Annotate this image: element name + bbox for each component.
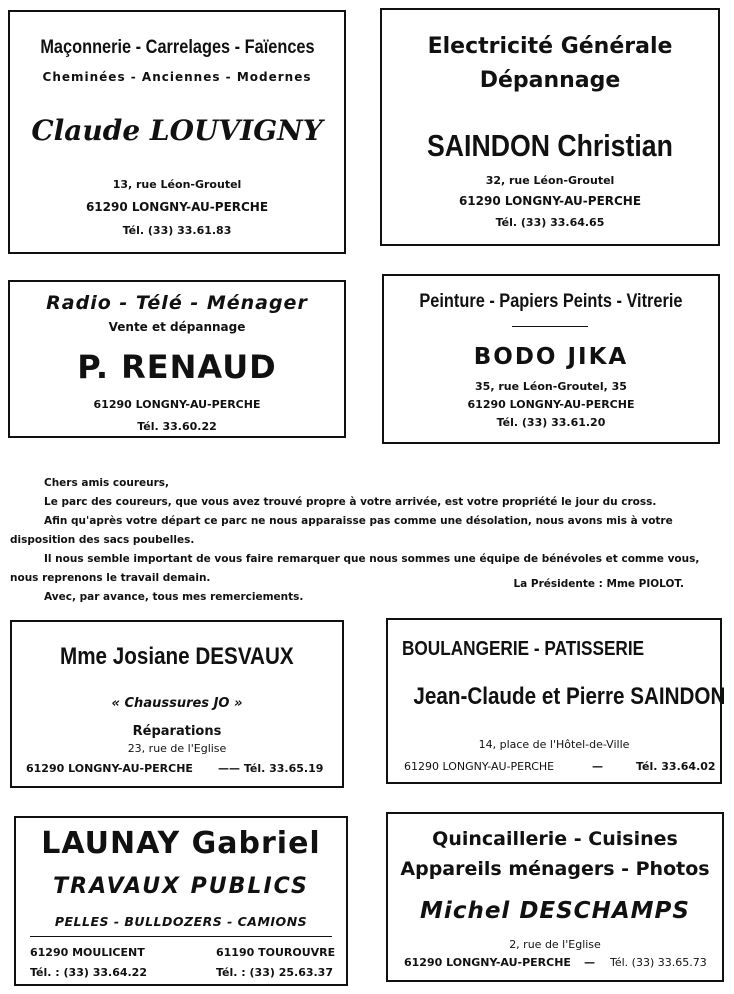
letter-paragraph: Afin qu'après votre départ ce parc ne nous apparaisse pas comme une désolation, nous avons mis à votre disposition des sacs poubelles. [10, 515, 673, 546]
bodo-phone: Tél. (33) 33.61.20 [496, 416, 606, 429]
letter-greeting: Chers amis coureurs, [44, 477, 170, 489]
saindon-elec-name: SAINDON Christian [427, 128, 673, 163]
boulangerie-address: 14, place de l'Hôtel-de-Ville [478, 738, 630, 751]
deschamps-products: Appareils ménagers - Photos [400, 858, 710, 880]
ad-desvaux [10, 620, 344, 788]
ad-boulangerie-saindon [386, 618, 726, 784]
deschamps-trades: Quincaillerie - Cuisines [432, 828, 678, 850]
desvaux-shop: « Chaussures JO » [111, 696, 243, 711]
launay-equipment: PELLES - BULLDOZERS - CAMIONS [54, 914, 308, 929]
bodo-trades: Peinture - Papiers Peints - Vitrerie [419, 291, 683, 312]
bodo-name: BODO JIKA [473, 344, 629, 370]
desvaux-name: Mme Josiane DESVAUX [60, 643, 294, 670]
ad-louvigny [8, 10, 346, 254]
letter-paragraph: Le parc des coureurs, que vous avez trouvé propre à votre arrivée, est votre propriété le jour du cross. [44, 496, 657, 508]
boulangerie-city: 61290 LONGNY-AU-PERCHE [404, 760, 555, 773]
ad-deschamps [386, 812, 724, 982]
deschamps-address: 2, rue de l'Eglise [509, 938, 601, 951]
launay-name: LAUNAY Gabriel [41, 826, 321, 861]
launay-phone-moulicent: Tél. : (33) 33.64.22 [30, 966, 147, 979]
saindon-elec-service: Dépannage [479, 68, 621, 93]
deschamps-city: 61290 LONGNY-AU-PERCHE [404, 956, 571, 969]
desvaux-repairs: Réparations [132, 724, 222, 739]
renaud-service: Vente et dépannage [108, 320, 246, 334]
desvaux-city: 61290 LONGNY-AU-PERCHE [26, 762, 193, 775]
letter-paragraph: Avec, par avance, tous mes remerciements. [44, 591, 304, 603]
launay-city-moulicent: 61290 MOULICENT [30, 946, 145, 959]
louvigny-subtitle: Cheminées - Anciennes - Modernes [42, 70, 312, 84]
renaud-trades: Radio - Télé - Ménager [46, 292, 308, 314]
ad-saindon-electricite [380, 8, 720, 246]
launay-phone-tourouvre: Tél. : (33) 25.63.37 [216, 966, 333, 979]
deschamps-phone: Tél. (33) 33.65.73 [610, 956, 707, 969]
louvigny-trades: Maçonnerie - Carrelages - Faïences [39, 37, 315, 58]
bodo-divider [512, 326, 588, 327]
saindon-elec-trade: Electricité Générale [427, 34, 673, 59]
renaud-city: 61290 LONGNY-AU-PERCHE [93, 398, 261, 411]
renaud-phone: Tél. 33.60.22 [137, 420, 217, 433]
launay-city-tourouvre: 61190 TOUROUVRE [216, 946, 336, 959]
renaud-name: P. RENAUD [77, 348, 277, 386]
letter-signature: La Présidente : Mme PIOLOT. [513, 578, 684, 590]
deschamps-name: Michel DESCHAMPS [420, 898, 690, 924]
boulangerie-phone: Tél. 33.64.02 [636, 760, 716, 773]
launay-divider [30, 936, 332, 937]
bodo-address: 35, rue Léon-Groutel, 35 [475, 380, 627, 393]
saindon-elec-phone: Tél. (33) 33.64.65 [495, 216, 605, 229]
letter-paragraph: Il nous semble important de vous faire remarquer que nous sommes une équipe de bénévoles et comme vous, nous reprenons le travail demain. [10, 553, 700, 584]
bodo-city: 61290 LONGNY-AU-PERCHE [467, 398, 635, 411]
louvigny-address: 13, rue Léon-Groutel [112, 178, 242, 191]
deschamps-dash: — [584, 956, 595, 969]
louvigny-phone: Tél. (33) 33.61.83 [122, 224, 232, 237]
boulangerie-dash: — [592, 760, 603, 773]
desvaux-address: 23, rue de l'Eglise [127, 742, 227, 755]
saindon-elec-address: 32, rue Léon-Groutel [485, 174, 615, 187]
louvigny-city: 61290 LONGNY-AU-PERCHE [85, 200, 269, 214]
ad-bodo-jika [382, 274, 720, 444]
boulangerie-name: Jean-Claude et Pierre SAINDON [413, 683, 726, 710]
ad-renaud [8, 280, 346, 438]
saindon-elec-city: 61290 LONGNY-AU-PERCHE [458, 194, 642, 208]
desvaux-phone: —— Tél. 33.65.19 [218, 762, 324, 775]
ad-launay [14, 816, 348, 986]
boulangerie-trade: BOULANGERIE - PATISSERIE [402, 638, 645, 660]
launay-trade: TRAVAUX PUBLICS [53, 874, 309, 899]
louvigny-name: Claude LOUVIGNY [31, 114, 323, 147]
